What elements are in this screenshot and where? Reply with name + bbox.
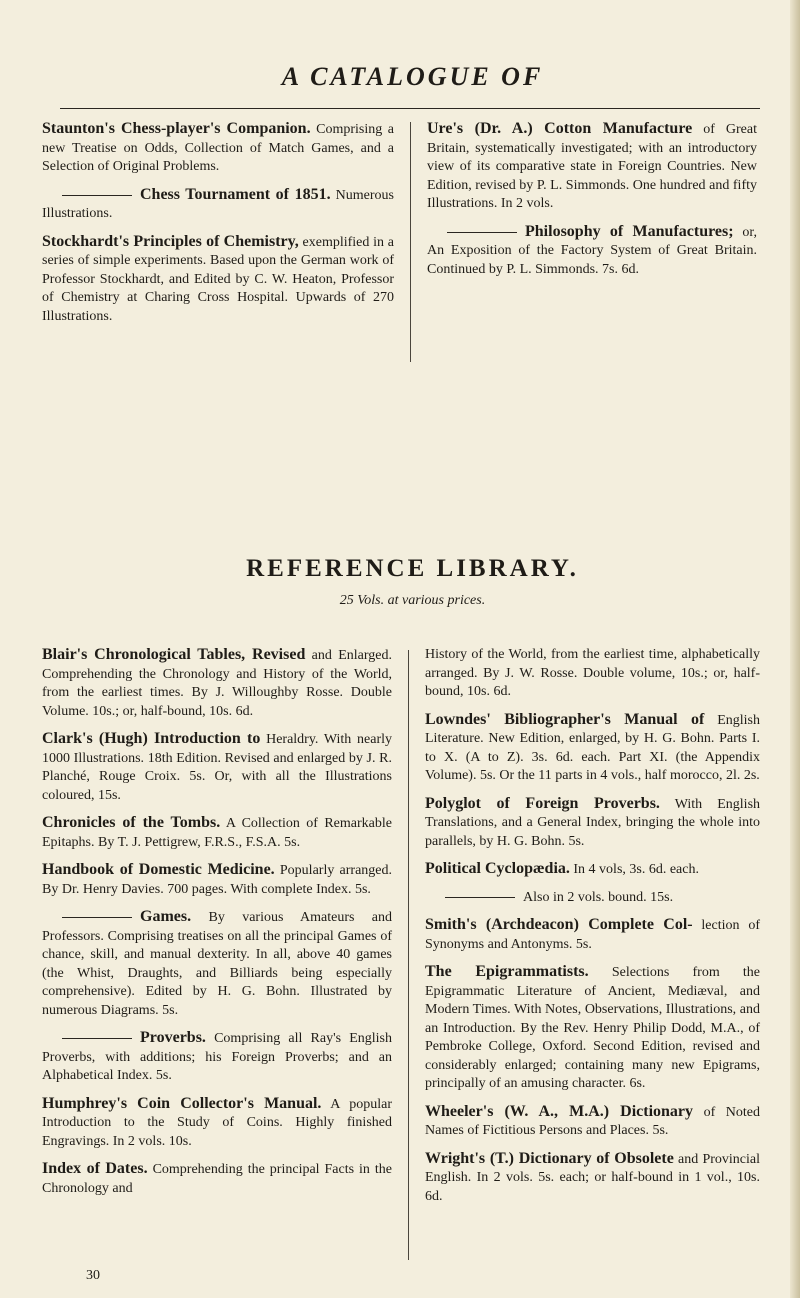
page-number: 30 <box>86 1268 100 1283</box>
entry-body: Comprising a new Treatise on Odds, Collection of Match Games, and a Selection of Original Problems. <box>42 122 394 174</box>
entry-title: Stockhardt's Principles of Chemistry, <box>42 232 299 250</box>
ditto-dash <box>62 1038 132 1039</box>
entry-title: Lowndes' Bibliographer's Manual of <box>425 710 705 728</box>
section-title: REFERENCE LIBRARY. <box>246 555 579 582</box>
entry-title: Clark's (Hugh) Introduction to <box>42 730 261 747</box>
entry-title: Blair's Chronological Tables, Revised <box>42 646 306 663</box>
catalogue-entry <box>42 233 394 327</box>
entry-body: Comprising all Ray's English Proverbs, with additions; his Foreign Proverbs; and an Alphabetical Index. 5s. <box>42 1031 392 1083</box>
entry-body: of Great Britain, systematically investigated; with an introductory view of its comparative state in Foreign Countries. New Edition, revised by P. L. Simmonds. One hundred and fifty Illustrations. In 2 vols. <box>427 122 757 211</box>
entry-body: A popular Introduction to the Study of Coins. Highly finished Engravings. In 2 vols. 10s. <box>42 1096 393 1149</box>
top-column-divider <box>410 122 411 362</box>
bottom-column-divider <box>408 650 409 1260</box>
entry-body: Popularly arranged. By Dr. Henry Davies. 700 pages. With complete Index. 5s. <box>42 863 393 897</box>
entry-body: By various Amateurs and Professors. Comprising treatises on all the principal Games of chance, skill, and manual dexterity. In all, above 40 games (the Whist, Draughts, and Billiards being especially comprehensive). Edited by H. G. Bohn. Illustrated by numerous Diagrams. 5s. <box>42 910 393 1018</box>
catalogue-entry <box>425 860 760 880</box>
entry-title: Humphrey's Coin Collector's Manual. <box>42 1094 322 1112</box>
catalogue-entry <box>425 963 760 1094</box>
entry-title: Chronicles of the Tombs. <box>42 814 221 831</box>
top-right-column <box>427 120 757 288</box>
ditto-dash <box>62 917 132 918</box>
entry-title: Chess Tournament of 1851. <box>140 185 331 203</box>
entry-title: Proverbs. <box>140 1029 206 1046</box>
entry-body: Numerous Illustrations. <box>42 187 394 221</box>
catalogue-page <box>40 0 785 1298</box>
section-subtitle: 25 Vols. at various prices. <box>339 593 486 608</box>
catalogue-entry <box>42 814 392 852</box>
entry-body: English Literature. New Edition, enlarged, by H. G. Bohn. Parts I. to X. (A to Z). 3s. 6d. each. Part XI. (the Appendix Volume). 5s. Or the 11 parts in 4 vols., half morocco, 2l. 2s. <box>425 712 760 783</box>
running-head: A CATALOGUE OF <box>281 62 544 91</box>
entry-title: Political Cyclopædia. <box>425 860 570 877</box>
catalogue-entry <box>425 711 760 786</box>
entry-body: History of the World, from the earliest time, alphabetically arranged. By J. W. Rosse. Double volume, 10s.; or, half-bound, 10s. 6d. <box>425 647 760 699</box>
catalogue-entry <box>42 646 392 721</box>
entry-title: Philosophy of Manufactures; <box>525 222 734 240</box>
catalogue-entry <box>42 1160 392 1198</box>
entry-body: Comprehending the principal Facts in the Chronology and <box>42 1162 392 1196</box>
ditto-dash <box>447 232 517 233</box>
entry-title: Ure's (Dr. A.) Cotton Manufacture <box>427 120 693 137</box>
entry-title: Staunton's Chess-player's Companion. <box>42 120 311 137</box>
entry-body: and Provincial English. In 2 vols. 5s. each; or half-bound in 1 vol., 10s. 6d. <box>425 1151 761 1204</box>
catalogue-entry <box>42 730 392 805</box>
catalogue-entry <box>425 889 760 908</box>
top-left-column <box>42 120 394 335</box>
entry-body: A Collection of Remarkable Epitaphs. By T. J. Pettigrew, F.R.S., F.S.A. 5s. <box>42 816 392 850</box>
catalogue-entry <box>42 1095 392 1152</box>
entry-title: Wright's (T.) Dictionary of Obsolete <box>425 1149 674 1167</box>
entry-title: The Epigrammatists. <box>425 963 589 980</box>
entry-body: and Enlarged. Comprehending the Chronology and History of the World, from the earliest times. By J. Willoughby Rosse. Double Volume. 10s.; or, half-bound, 10s. 6d. <box>42 648 392 719</box>
catalogue-entry <box>425 1103 760 1141</box>
entry-title: Smith's (Archdeacon) Complete Col- <box>425 916 693 933</box>
head-rule <box>60 108 760 109</box>
entry-title: Wheeler's (W. A., M.A.) Dictionary <box>425 1102 694 1120</box>
entry-title: Handbook of Domestic Medicine. <box>42 861 275 878</box>
catalogue-entry <box>425 916 760 954</box>
entry-title: Games. <box>140 908 192 925</box>
catalogue-entry <box>425 1150 760 1207</box>
catalogue-entry <box>427 120 757 214</box>
catalogue-entry <box>427 223 757 280</box>
catalogue-entry <box>42 1029 392 1086</box>
bottom-left-column <box>42 646 392 1207</box>
catalogue-entry <box>425 646 760 702</box>
catalogue-entry <box>42 120 394 177</box>
ditto-dash <box>445 897 515 898</box>
catalogue-entry <box>42 861 392 899</box>
entry-body: exemplified in a series of simple experiments. Based upon the German work of Professor Stockhardt, and Edited by C. W. Heaton, Professor of Chemistry at Charing Cross Hospital. Upwards of 270 Illustrations. <box>42 234 395 324</box>
catalogue-entry <box>425 795 760 852</box>
catalogue-entry <box>42 908 392 1020</box>
catalogue-entry <box>42 186 394 224</box>
entry-title: Polyglot of Foreign Proverbs. <box>425 794 660 812</box>
page-edge-shadow <box>790 0 800 1298</box>
entry-body: With English Translations, and a General Index, bringing the whole into parallels, by H. G. Bohn. 5s. <box>425 796 761 849</box>
entry-body: of Noted Names of Fictitious Persons and Places. 5s. <box>425 1104 761 1138</box>
entry-body: Also in 2 vols. bound. 15s. <box>523 889 674 905</box>
bottom-right-column <box>425 646 760 1215</box>
entry-title: Index of Dates. <box>42 1160 148 1177</box>
entry-body: Selections from the Epigrammatic Literature of Ancient, Mediæval, and Modern Times. With Notes, Observations, Illustrations, and an Introduction. By the Rev. Henry Philip Dodd, M.A., of Pembroke College, Oxford. Second Edition, revised and considerably enlarged; containing many new Epigrams, principally of an amusing character. 6s. <box>425 965 760 1091</box>
entry-body: In 4 vols, 3s. 6d. each. <box>573 862 699 877</box>
ditto-dash <box>62 195 132 196</box>
entry-body: or, An Exposition of the Factory System of Great Britain. Continued by P. L. Simmonds. 7s. 6d. <box>427 224 758 277</box>
entry-body: Heraldry. With nearly 1000 Illustrations. 18th Edition. Revised and enlarged by J. R. Planché, Rouge Croix. 5s. Or, with all the Illustrations coloured, 15s. <box>42 732 392 803</box>
entry-body: lection of Synonyms and Antonyms. 5s. <box>425 918 760 952</box>
